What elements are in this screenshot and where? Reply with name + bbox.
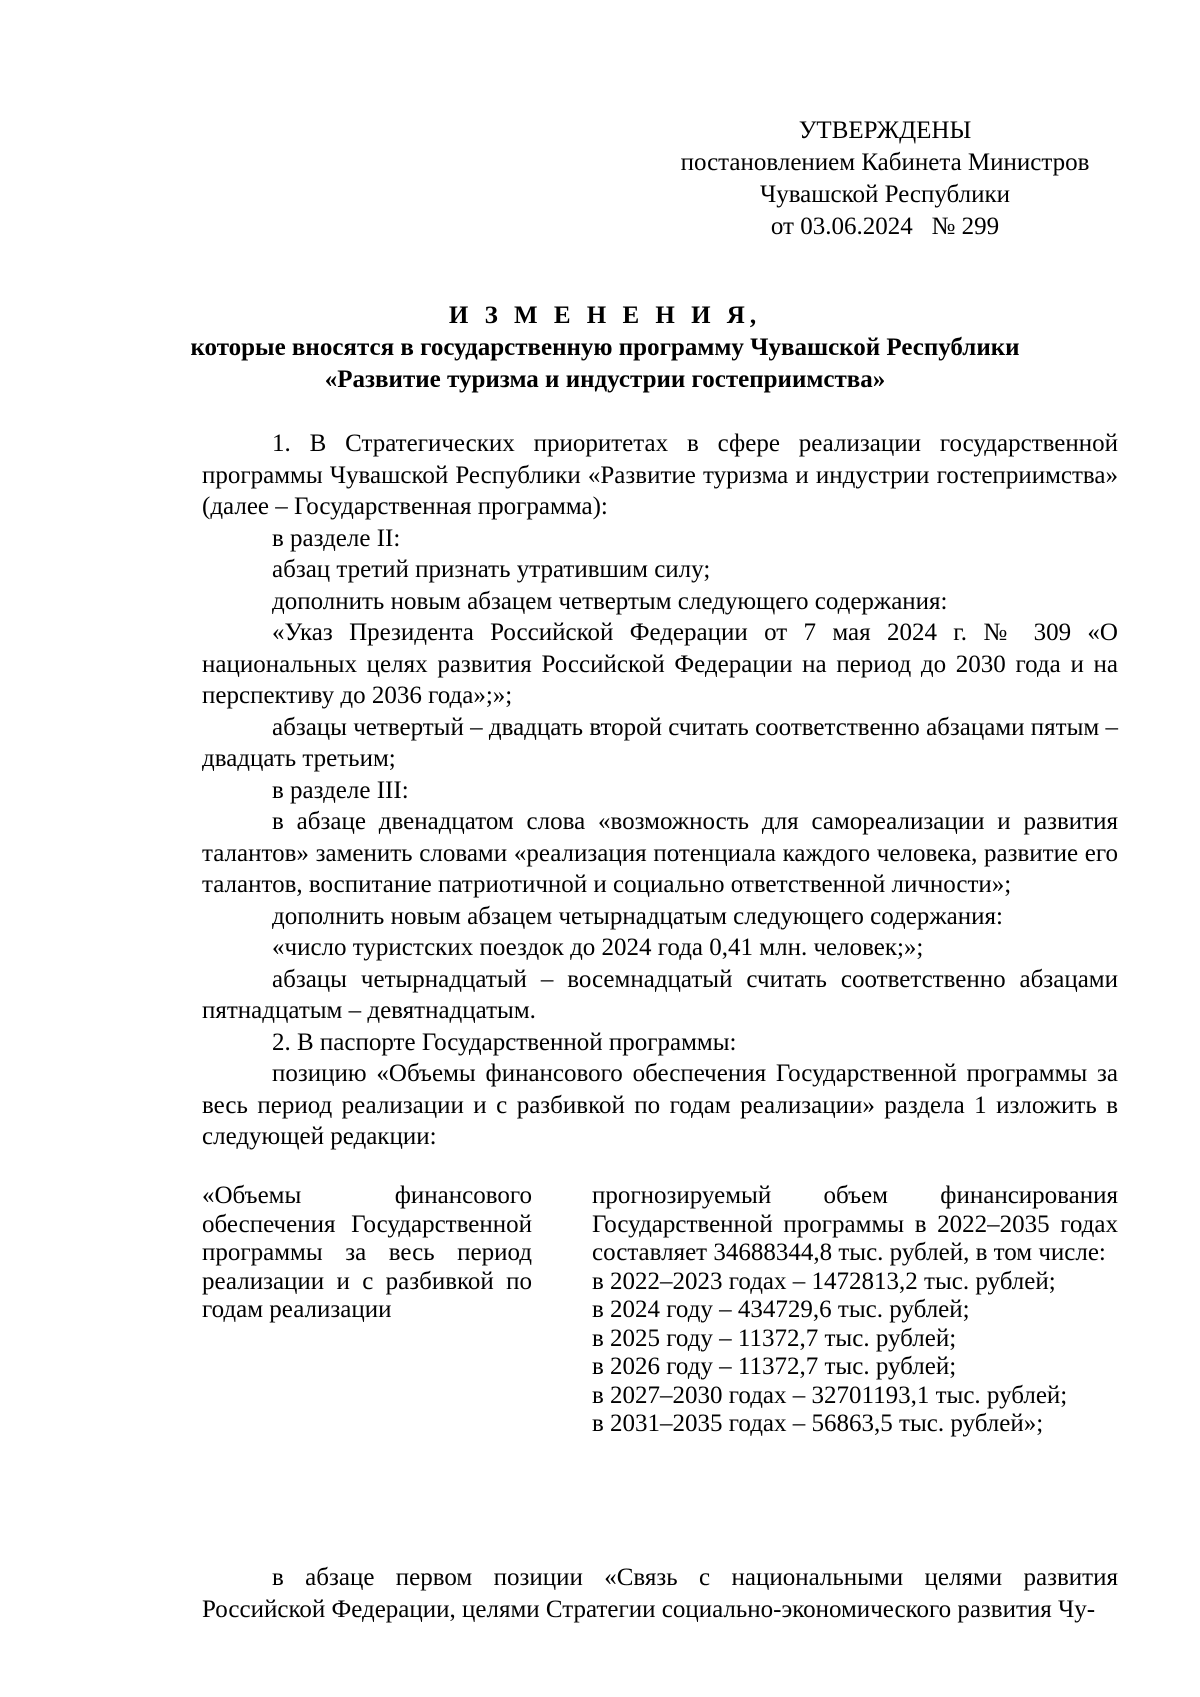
title-line-3: «Развитие туризма и индустрии гостеприимства» (324, 366, 886, 393)
paragraph: абзац третий признать утратившим силу; (272, 556, 711, 583)
paragraph: в абзаце двенадцатом слова «возможность для самореализации и развития талантов» заменить словами «реализация потенциала каждого человека, развитие его талантов, воспитание патриотичной и социально ответственной личности»; (202, 808, 1118, 898)
paragraph: позицию «Объемы финансового обеспечения Государственной программы за весь период реализации и с разбивкой по годам реализации» раздела 1 изложить в следующей редакции: (202, 1060, 1118, 1150)
funding-line: в 2025 году – 11372,7 тыс. рублей; (592, 1324, 957, 1352)
funding-line: в 2026 году – 11372,7 тыс. рублей; (592, 1353, 957, 1380)
funding-line: в 2027–2030 годах – 32701193,1 тыс. рублей; (592, 1381, 1068, 1409)
approval-line-2: постановлением Кабинета Министров (680, 149, 1090, 176)
title-line-2: которые вносятся в государственную программу Чувашской Республики (190, 334, 1020, 361)
funding-line: в 2031–2035 годах – 56863,5 тыс. рублей»; (592, 1410, 1044, 1437)
paragraph: абзацы четырнадцатый – восемнадцатый считать соответственно абзацами пятнадцатым – девятнадцатым. (202, 965, 1118, 1024)
funding-table-label: «Объемы финансового обеспечения Государственной программы за весь период реализации и с разбивкой по годам реализации (202, 1182, 532, 1323)
paragraph: 1. В Стратегических приоритетах в сфере реализации государственной программы Чувашской Республики «Развитие туризма и индустрии гостеприимства» (далее – Государственная программа): (202, 430, 1118, 520)
approval-line-4: от 03.06.2024 № 299 (770, 213, 1000, 240)
title-heading: И З М Е Н Е Н И Я, (448, 302, 762, 329)
paragraph: в разделе II: (272, 524, 401, 552)
paragraph: «число туристских поездок до 2024 года 0,41 млн. человек;»; (272, 934, 924, 961)
approval-stamp (660, 115, 1110, 243)
funding-line: в 2022–2023 годах – 1472813,2 тыс. рублей; (592, 1267, 1056, 1295)
document-body (202, 428, 1118, 1153)
paragraph: дополнить новым абзацем четвертым следующего содержания: (272, 587, 948, 615)
approval-line-3: Чувашской Республики (759, 181, 1011, 208)
document-title (140, 300, 1070, 396)
paragraph: дополнить новым абзацем четырнадцатым следующего содержания: (272, 902, 1003, 930)
paragraph: «Указ Президента Российской Федерации от 7 мая 2024 г. № 309 «О национальных целях развития Российской Федерации на период до 2030 года и на перспективу до 2036 года»;»; (202, 619, 1118, 709)
continuation-text (202, 1562, 1118, 1625)
funding-intro: прогнозируемый объем финансирования Государственной программы в 2022–2035 годах составляет 34688344,8 тыс. рублей, в том числе: (592, 1182, 1118, 1266)
approval-line-1: УТВЕРЖДЕНЫ (798, 117, 972, 144)
paragraph: 2. В паспорте Государственной программы: (272, 1028, 737, 1056)
funding-line: в 2024 году – 434729,6 тыс. рублей; (592, 1296, 970, 1323)
paragraph: в разделе III: (272, 776, 409, 804)
paragraph: в абзаце первом позиции «Связь с национальными целями развития Российской Федерации, целями Стратегии социально-экономического развития Чу- (202, 1564, 1118, 1623)
funding-table-value (592, 1182, 1118, 1439)
paragraph: абзацы четвертый – двадцать второй считать соответственно абзацами пятым – двадцать третьим; (202, 713, 1118, 772)
